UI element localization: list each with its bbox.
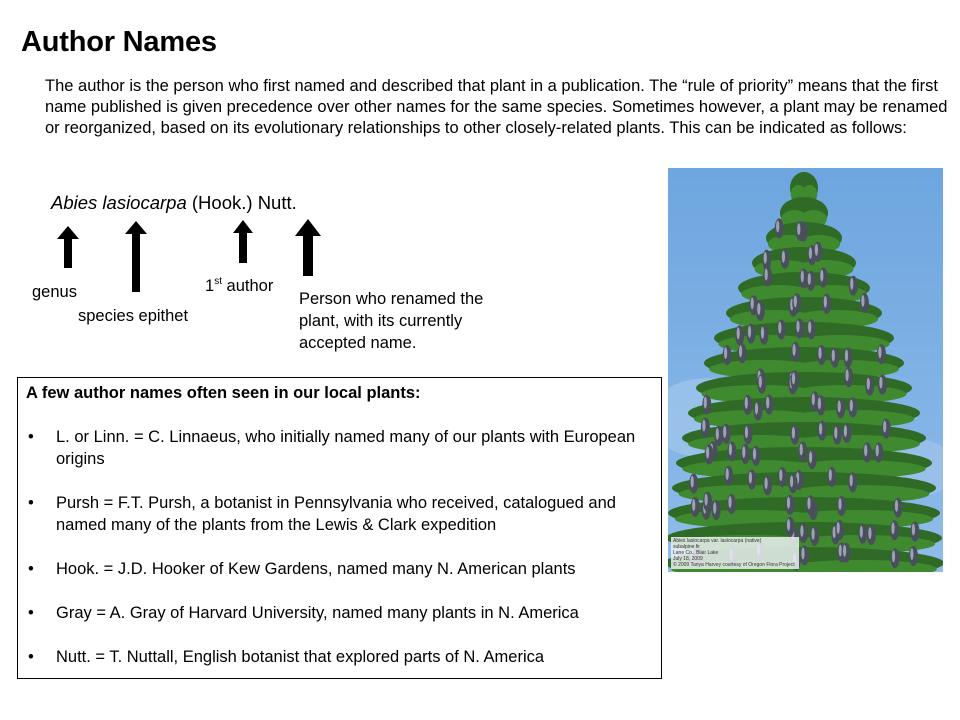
- cone-highlight: [845, 350, 848, 362]
- bullet-icon: •: [28, 604, 34, 622]
- cone-highlight: [820, 270, 823, 282]
- cone-highlight: [797, 223, 800, 235]
- cone-highlight: [844, 425, 847, 437]
- cone-highlight: [824, 296, 827, 308]
- cone-highlight: [892, 550, 895, 562]
- cone-highlight: [776, 220, 779, 232]
- cone-highlight: [749, 472, 752, 484]
- cone-highlight: [912, 524, 915, 536]
- example-epithet: lasiocarpa: [102, 192, 187, 213]
- renamer-label-line: accepted name.: [299, 334, 417, 352]
- renamer-label-line: Person who renamed the: [299, 290, 484, 308]
- cone-highlight: [745, 426, 748, 438]
- cone-highlight: [779, 469, 782, 481]
- cone-highlight: [723, 426, 726, 438]
- cone-highlight: [764, 252, 767, 264]
- cone-highlight: [832, 350, 835, 362]
- cone-highlight: [742, 446, 745, 458]
- cone-highlight: [839, 545, 842, 557]
- fir-tree-photo: [668, 168, 943, 572]
- list-item: [26, 426, 653, 470]
- cone-highlight: [726, 468, 729, 480]
- cone-highlight: [728, 496, 731, 508]
- cone-highlight: [755, 403, 758, 415]
- list-item-text: Hook. = J.D. Hooker of Kew Gardens, named many N. American plants: [56, 560, 576, 578]
- genus-arrow-icon: [57, 226, 79, 268]
- cone-highlight: [850, 399, 853, 411]
- genus-label: genus: [32, 283, 77, 301]
- cone-highlight: [846, 369, 849, 381]
- caption-line: July 18, 2009: [673, 556, 703, 562]
- intro-paragraph: The author is the person who first named and described that plant in a publication. The “rule of priority” means that the first name published is given precedence over other names for the same species. Sometimes however, a plant may be renamed or reorganized, based on its evolutionary relationships to other closely-related plants. This can be indicated as follows:: [45, 77, 948, 137]
- cone-highlight: [759, 376, 762, 388]
- cone-highlight: [801, 270, 804, 282]
- cone-highlight: [748, 326, 751, 338]
- cone-highlight: [829, 469, 832, 481]
- cone-highlight: [766, 397, 769, 409]
- list-item: [26, 646, 653, 668]
- epithet-arrow-icon: [125, 221, 147, 292]
- bullet-icon: •: [28, 648, 34, 666]
- list-item-text: Nutt. = T. Nuttall, English botanist that explored parts of N. America: [56, 648, 545, 666]
- cone-highlight: [790, 475, 793, 487]
- cone-highlight: [713, 502, 716, 514]
- cone-highlight: [729, 443, 732, 455]
- first-author-suffix: st: [214, 276, 222, 287]
- cone-highlight: [801, 547, 804, 559]
- cone-highlight: [704, 397, 707, 409]
- cone-highlight: [895, 500, 898, 512]
- example-renaming-author: Nutt.: [257, 192, 297, 213]
- cone-highlight: [850, 278, 853, 290]
- list-item-text: L. or Linn. = C. Linnaeus, who initially named many of our plants with European origins: [56, 428, 636, 468]
- photo-caption: [671, 537, 799, 569]
- species-epithet-label: species epithet: [78, 307, 189, 325]
- first-author-number: 1: [205, 277, 215, 295]
- cone-highlight: [761, 327, 764, 339]
- cone-highlight: [867, 378, 870, 390]
- cone-highlight: [812, 528, 815, 540]
- cone-highlight: [819, 423, 822, 435]
- first-author-label: [205, 275, 273, 297]
- cone-highlight: [834, 427, 837, 439]
- cone-highlight: [706, 447, 709, 459]
- cone-highlight: [778, 322, 781, 334]
- cone-highlight: [809, 247, 812, 259]
- cone-highlight: [792, 427, 795, 439]
- cone-highlight: [751, 297, 754, 309]
- cone-highlight: [808, 273, 811, 285]
- cone-highlight: [691, 476, 694, 488]
- cone-highlight: [808, 321, 811, 333]
- cone-highlight: [843, 545, 846, 557]
- bullet-icon: •: [28, 494, 34, 512]
- cone-highlight: [838, 498, 841, 510]
- cone-highlight: [724, 347, 727, 359]
- caption-line: Abies lasiocarpa var. lasiocarpa (native): [673, 538, 762, 544]
- caption-line: © 2009 Tanya Harvey courtesy of Oregon Flora Project: [673, 562, 795, 568]
- renamer-arrow-icon: [295, 219, 321, 276]
- cone-highlight: [868, 527, 871, 539]
- cone-highlight: [860, 526, 863, 538]
- first-author-text: author: [221, 277, 274, 295]
- cone-highlight: [793, 344, 796, 356]
- renamer-label-line: plant, with its currently: [299, 312, 463, 330]
- cone-highlight: [757, 303, 760, 315]
- example-name: [51, 192, 297, 214]
- caption-line: subalpine fir: [673, 544, 700, 550]
- cone-highlight: [739, 345, 742, 357]
- list-item: [26, 558, 653, 580]
- example-first-author: (Hook.): [191, 192, 253, 213]
- cone-highlight: [910, 548, 913, 560]
- cone-highlight: [765, 269, 768, 281]
- bullet-icon: •: [28, 560, 34, 578]
- cone-highlight: [879, 377, 882, 389]
- cone-highlight: [800, 444, 803, 456]
- cone-highlight: [807, 497, 810, 509]
- cone-highlight: [864, 444, 867, 456]
- box-title: A few author names often seen in our local plants:: [26, 384, 421, 402]
- renamer-label: [299, 288, 529, 354]
- cone-highlight: [745, 397, 748, 409]
- list-item-text: Gray = A. Gray of Harvard University, named many plants in N. America: [56, 604, 579, 622]
- cone-highlight: [812, 393, 815, 405]
- cone-highlight: [702, 420, 705, 432]
- cone-highlight: [891, 522, 894, 534]
- list-item: [26, 492, 653, 536]
- list-item-text: Pursh = F.T. Pursh, a botanist in Pennsylvania who received, catalogued and named many of the plants from the Lewis & Clark expedition: [56, 494, 616, 534]
- cone-highlight: [737, 327, 740, 339]
- cone-highlight: [782, 251, 785, 263]
- cone-highlight: [883, 421, 886, 433]
- bullet-icon: •: [28, 428, 34, 446]
- author-names-box: [17, 377, 662, 679]
- cone-highlight: [765, 477, 768, 489]
- cone-highlight: [861, 295, 864, 307]
- caption-line: Lane Co., Blair Lake: [673, 550, 719, 556]
- cone-highlight: [716, 428, 719, 440]
- cone-highlight: [818, 397, 821, 409]
- first-author-arrow-icon: [233, 220, 253, 263]
- cone-highlight: [818, 347, 821, 359]
- cone-highlight: [809, 451, 812, 463]
- cone-highlight: [838, 400, 841, 412]
- cone-highlight: [794, 295, 797, 307]
- cone-highlight: [787, 497, 790, 509]
- cone-highlight: [787, 519, 790, 531]
- cone-highlight: [692, 499, 695, 511]
- cone-highlight: [850, 474, 853, 486]
- cone-highlight: [878, 346, 881, 358]
- cone-highlight: [815, 244, 818, 256]
- cone-highlight: [753, 448, 756, 460]
- cone-highlight: [876, 445, 879, 457]
- cone-highlight: [800, 525, 803, 537]
- cone-highlight: [705, 494, 708, 506]
- fir-tree-image: [668, 168, 943, 572]
- cone-highlight: [837, 522, 840, 534]
- cone-highlight: [792, 372, 795, 384]
- cone-highlight: [796, 320, 799, 332]
- page-title: Author Names: [21, 26, 217, 58]
- list-item: [26, 602, 653, 624]
- author-list: [26, 426, 653, 668]
- example-genus: Abies: [51, 192, 98, 213]
